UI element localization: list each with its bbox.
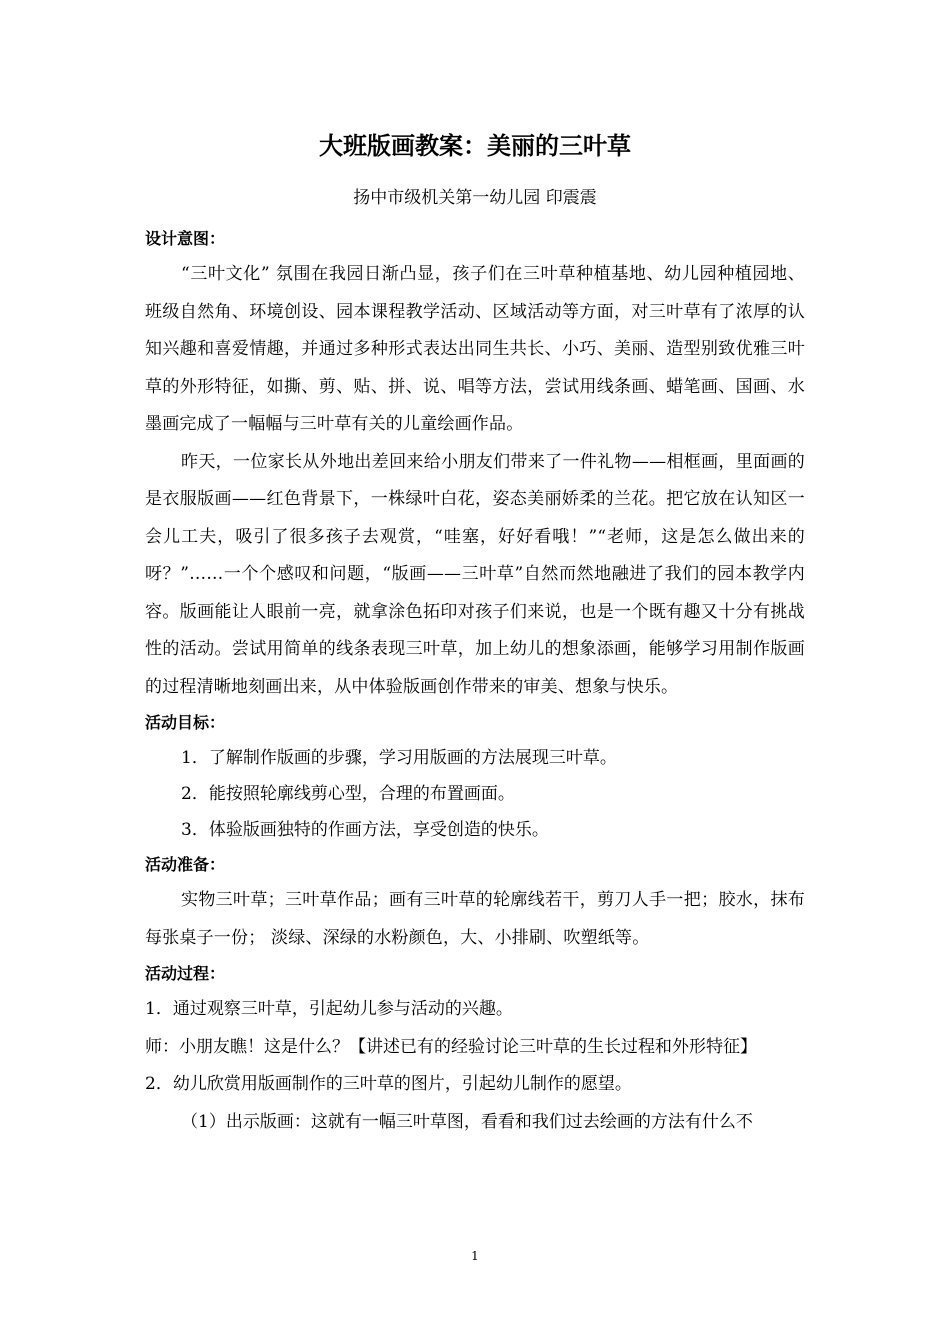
section-heading-preparation: 活动准备： [145, 855, 226, 874]
document-author: 扬中市级机关第一幼儿园 印震震 [353, 188, 597, 208]
page-number: 1 [471, 1249, 479, 1263]
preparation-paragraph: 实物三叶草；三叶草作品；画有三叶草的轮廓线若干，剪刀人手一把；胶水，抹布每张桌子一份； 淡绿、深绿的水粉颜色，大、小排刷、吹塑纸等。 [145, 890, 805, 948]
goal-item: 3．体验版画独特的作画方法，享受创造的快乐。 [181, 820, 549, 840]
process-step-1: 1．通过观察三叶草，引起幼儿参与活动的兴趣。 [145, 999, 513, 1019]
section-heading-process: 活动过程： [145, 964, 226, 983]
section-heading-goals: 活动目标： [145, 713, 226, 732]
section-heading-design-intent: 设计意图： [145, 229, 226, 248]
process-sub-item-1: （1）出示版画：这就有一幅三叶草图，看看和我们过去绘画的方法有什么不 [181, 1111, 753, 1132]
process-teacher-line: 师：小朋友瞧！这是什么？【讲述已有的经验讨论三叶草的生长过程和外形特征】 [145, 1036, 757, 1057]
goal-item: 1．了解制作版画的步骤，学习用版画的方法展现三叶草。 [181, 748, 617, 768]
goal-item: 2．能按照轮廓线剪心型，合理的布置画面。 [181, 784, 515, 804]
process-step-2: 2．幼儿欣赏用版画制作的三叶草的图片，引起幼儿制作的愿望。 [145, 1074, 632, 1094]
design-intent-paragraph-1: “三叶文化” 氛围在我园日渐凸显，孩子们在三叶草种植基地、幼儿园种植园地、班级自然角、环境创设、园本课程教学活动、区域活动等方面，对三叶草有了浓厚的认知兴趣和喜爱情趣，并通过多种形式表达出同生共长、小巧、美丽、造型别致优雅三叶草的外形特征，如撕、剪、贴、拼、说、唱等方法，尝试用线条画、蜡笔画、国画、水墨画完成了一幅幅与三叶草有关的儿童绘画作品。 [145, 264, 805, 434]
design-intent-paragraph-2: 昨天，一位家长从外地出差回来给小朋友们带来了一件礼物——相框画，里面画的是衣服版画——红色背景下，一株绿叶白花，姿态美丽娇柔的兰花。把它放在认知区一会儿工夫，吸引了很多孩子去观赏，“哇塞，好好看哦！”“老师，这是怎么做出来的呀？”……一个个感叹和问题，“版画——三叶草”自然而然地融进了我们的园本教学内容。版画能让人眼前一亮，就拿涂色拓印对孩子们来说，也是一个既有趣又十分有挑战性的活动。尝试用简单的线条表现三叶草，加上幼儿的想象添画，能够学习用制作版画的过程清晰地刻画出来，从中体验版画创作带来的审美、想象与快乐。 [145, 451, 805, 697]
document-body [145, 222, 805, 1141]
document-title: 大班版画教案：美丽的三叶草 [319, 132, 631, 160]
